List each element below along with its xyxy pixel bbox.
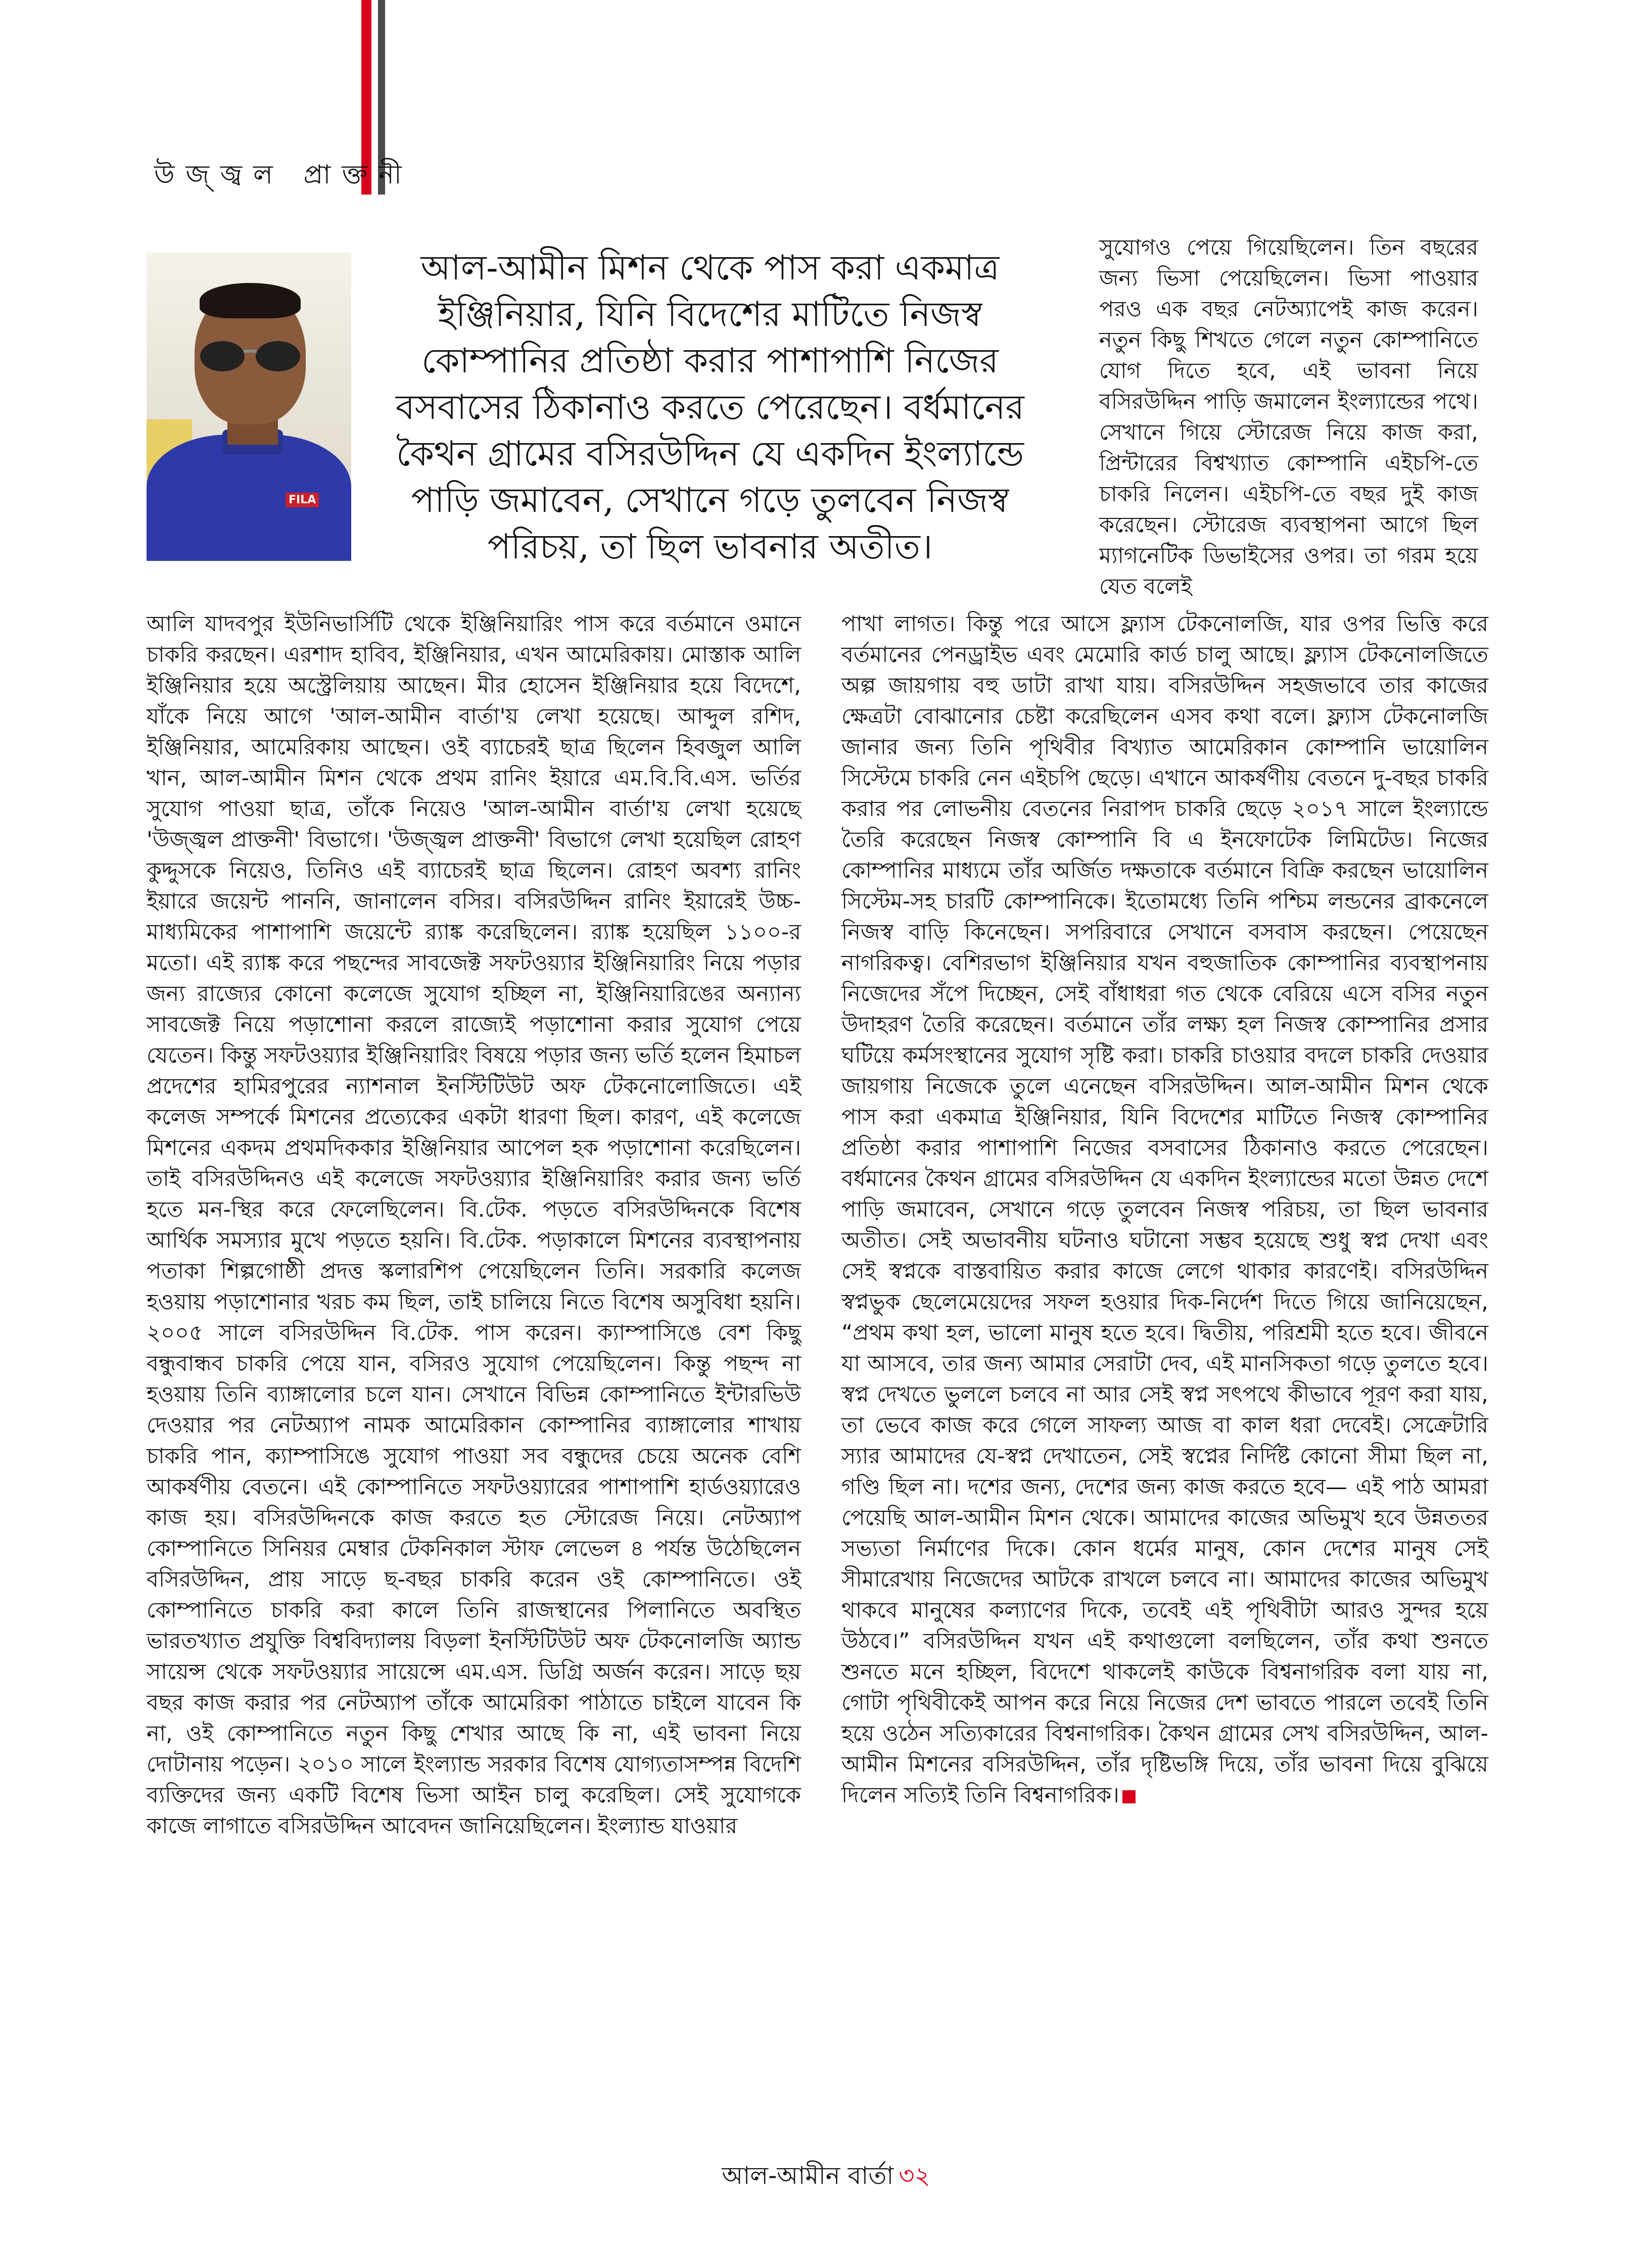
section-label: উজ্জ্বল প্রাক্তনী	[154, 160, 413, 190]
sunglasses-icon	[197, 339, 303, 374]
end-mark-icon	[1122, 1790, 1136, 1803]
shirt-logo-icon: FILA	[286, 493, 319, 507]
article-column-right-text: পাখা লাগত। কিন্তু পরে আসে ফ্ল্যাস টেকনোলজি, যার ওপর ভিত্তি করে বর্তমানের পেনড্রাইভ এবং মেমোরি কার্ড চালু আছে। ফ্ল্যাস টেকনোলজিতে অল্প জায়গায় বহু ডাটা রাখা যায়। বসিরউদ্দিন সহজভাবে তার কাজের ক্ষেত্রটা বোঝানোর চেষ্টা করেছিলেন এসব কথা বলে। ফ্ল্যাস টেকনোলজি জানার জন্য তিনি পৃথিবীর বিখ্যাত আমেরিকান কোম্পানি ভায়োলিন সিস্টেমে চাকরি নেন এইচপি ছেড়ে। এখানে আকর্ষণীয় বেতনে দু-বছর চাকরি করার পর লোভনীয় বেতনের নিরাপদ চাকরি ছেড়ে ২০১৭ সালে ইংল্যান্ডে তৈরি করেছেন নিজস্ব কোম্পানি বি এ ইনফোটেক লিমিটেড। নিজের কোম্পানির মাধ্যমে তাঁর অর্জিত দক্ষতাকে বর্তমানে বিক্রি করছেন ভায়োলিন সিস্টেম-সহ চারটি কোম্পানিকে। ইতোমধ্যে তিনি পশ্চিম লন্ডনের ব্রাকনেলে নিজস্ব বাড়ি কিনেছেন। সপরিবারে সেখানে বসবাস করছেন। পেয়েছেন নাগরিকত্ব। বেশিরভাগ ইঞ্জিনিয়ার যখন বহুজাতিক কোম্পানির ব্যবস্থাপনায় নিজেদের সঁপে দিচ্ছেন, সেই বাঁধাধরা গত থেকে বেরিয়ে এসে বসির নতুন উদাহরণ তৈরি করেছেন। বর্তমানে তাঁর লক্ষ্য হল নিজস্ব কোম্পানির প্রসার ঘটিয়ে কর্মসংস্থানের সুযোগ সৃষ্টি করা। চাকরি চাওয়ার বদলে চাকরি দেওয়ার জায়গায় নিজেকে তুলে এনেছেন বসিরউদ্দিন। আল-আমীন মিশন থেকে পাস করা একমাত্র ইঞ্জিনিয়ার, যিনি বিদেশের মাটিতে নিজস্ব কোম্পানির প্রতিষ্ঠা করার পাশাপাশি নিজের বসবাসের ঠিকানাও করতে পেরেছেন। বর্ধমানের কৈথন গ্রামের বসিরউদ্দিন যে একদিন ইংল্যান্ডের মতো উন্নত দেশে পাড়ি জমাবেন, সেখানে গড়ে তুলবেন নিজস্ব পরিচয়, তা ছিল ভাবনার অতীত। সেই অভাবনীয় ঘটনাও ঘটানো সম্ভব হয়েছে শুধু স্বপ্ন দেখা এবং সেই স্বপ্নকে বাস্তবায়িত করার কাজে লেগে থাকার কারণেই। বসিরউদ্দিন স্বপ্নভুক ছেলেমেয়েদের সফল হওয়ার দিক-নির্দেশ দিতে গিয়ে জানিয়েছেন, “প্রথম কথা হল, ভালো মানুষ হতে হবে। দ্বিতীয়, পরিশ্রমী হতে হবে। জীবনে যা আসবে, তার জন্য আমার সেরাটা দেব, এই মানসিকতা গড়ে তুলতে হবে। স্বপ্ন দেখতে ভুললে চলবে না আর সেই স্বপ্ন সৎপথে কীভাবে পূরণ করা যায়, তা ভেবে কাজ করে গেলে সাফল্য আজ বা কাল ধরা দেবেই। সেক্রেটারি স্যার আমাদের যে-স্বপ্ন দেখাতেন, সেই স্বপ্নের নির্দিষ্ট কোনো সীমা ছিল না, গণ্ডি ছিল না। দশের জন্য, দেশের জন্য কাজ করতে হবে— এই পাঠ আমরা পেয়েছি আল-আমীন মিশন থেকে। আমাদের কাজের অভিমুখ হবে উন্নততর সভ্যতা নির্মাণের দিকে। কোন ধর্মের মানুষ, কোন দেশের মানুষ সেই সীমারেখায় নিজেদের আটকে রাখলে চলবে না। আমাদের কাজের অভিমুখ থাকবে মানুষের কল্যাণের দিকে, তবেই এই পৃথিবীটা আরও সুন্দর হয়ে উঠবে।” বসিরউদ্দিন যখন এই কথাগুলো বলছিলেন, তাঁর কথা শুনতে শুনতে মনে হচ্ছিল, বিদেশে থাকলেই কাউকে বিশ্বনাগরিক বলা যায় না, গোটা পৃথিবীকেই আপন করে নিয়ে নিজের দেশ ভাবতে পারলে তবেই তিনি হয়ে ওঠেন সত্যিকারের বিশ্বনাগরিক। কৈথন গ্রামের সেখ বসিরউদ্দিন, আল-আমীন মিশনের বসিরউদ্দিন, তাঁর দৃষ্টিভঙ্গি দিয়ে, তাঁর ভাবনা দিয়ে বুঝিয়ে দিলেন সত্যিই তিনি বিশ্বনাগরিক।	[841, 611, 1488, 1808]
footer-magazine-name: আল-আমীন বার্তা	[722, 2162, 894, 2190]
footer	[0, 2158, 1652, 2197]
article-column-right	[841, 609, 1488, 1811]
profile-photo	[147, 253, 351, 561]
page-number: ৩২	[899, 2162, 930, 2190]
article-column-top-right: সুযোগও পেয়ে গিয়েছিলেন। তিন বছরের জন্য ভিসা পেয়েছিলেন। ভিসা পাওয়ার পরও এক বছর নেটঅ্যাপেই কাজ করেন। নতুন কিছু শিখতে গেলে নতুন কোম্পানিতে যোগ দিতে হবে, এই ভাবনা নিয়ে বসিরউদ্দিন পাড়ি জমালেন ইংল্যান্ডের পথে। সেখানে গিয়ে স্টোরেজ নিয়ে কাজ করা, প্রিন্টারের বিশ্বখ্যাত কোম্পানি এইচপি-তে চাকরি নিলেন। এইচপি-তে বছর দুই কাজ করেছেন। স্টোরেজ ব্যবস্থাপনা আগে ছিল ম্যাগনেটিক ডিভাইসের ওপর। তা গরম হয়ে যেত বলেই	[1099, 235, 1478, 599]
article-column-left: আলি যাদবপুর ইউনিভার্সিটি থেকে ইঞ্জিনিয়ারিং পাস করে বর্তমানে ওমানে চাকরি করছেন। এরশাদ হাবিব, ইঞ্জিনিয়ার, এখন আমেরিকায়। মোস্তাক আলি ইঞ্জিনিয়ার হয়ে অস্ট্রেলিয়ায় আছেন। মীর হোসেন ইঞ্জিনিয়ার হয়ে বিদেশে, যাঁকে নিয়ে আগে 'আল-আমীন বার্তা'য় লেখা হয়েছে। আব্দুল রশিদ, ইঞ্জিনিয়ার, আমেরিকায় আছেন। ওই ব্যাচেরই ছাত্র ছিলেন হিবজুল আলি খান, আল-আমীন মিশন থেকে প্রথম রানিং ইয়ারে এম.বি.বি.এস. ভর্তির সুযোগ পাওয়া ছাত্র, তাঁকে নিয়েও 'আল-আমীন বার্তা'য় লেখা হয়েছে 'উজ্জ্বল প্রাক্তনী' বিভাগে। 'উজ্জ্বল প্রাক্তনী' বিভাগে লেখা হয়েছিল রোহণ কুদ্দুসকে নিয়েও, তিনিও এই ব্যাচেরই ছাত্র ছিলেন। রোহণ অবশ্য রানিং ইয়ারে জয়েন্ট পাননি, জানালেন বসির। বসিরউদ্দিন রানিং ইয়ারেই উচ্চ-মাধ্যমিকের পাশাপাশি জয়েন্টে র‍্যাঙ্ক করেছিলেন। র‍্যাঙ্ক হয়েছিল ১১০০-র মতো। এই র‍্যাঙ্ক করে পছন্দের সাবজেক্ট সফটওয়্যার ইঞ্জিনিয়ারিং নিয়ে পড়ার জন্য রাজ্যের কোনো কলেজে সুযোগ হচ্ছিল না, ইঞ্জিনিয়ারিঙের অন্যান্য সাবজেক্ট নিয়ে পড়াশোনা করলে রাজ্যেই পড়াশোনা করার সুযোগ পেয়ে যেতেন। কিন্তু সফটওয়্যার ইঞ্জিনিয়ারিং বিষয়ে পড়ার জন্য ভর্তি হলেন হিমাচল প্রদেশের হামিরপুরের ন্যাশনাল ইনস্টিটিউট অফ টেকনোলোজিতে। এই কলেজ সম্পর্কে মিশনের প্রত্যেকের একটা ধারণা ছিল। কারণ, এই কলেজে মিশনের একদম প্রথমদিককার ইঞ্জিনিয়ার আপেল হক পড়াশোনা করেছিলেন। তাই বসিরউদ্দিনও এই কলেজে সফটওয়্যার ইঞ্জিনিয়ারিং করার জন্য ভর্তি হতে মন-স্থির করে ফেলেছিলেন। বি.টেক. পড়তে বসিরউদ্দিনকে বিশেষ আর্থিক সমস্যার মুখে পড়তে হয়নি। বি.টেক. পড়াকালে মিশনের ব্যবস্থাপনায় পতাকা শিল্পগোষ্ঠী প্রদত্ত স্কলারশিপ পেয়েছিলেন তিনি। সরকারি কলেজ হওয়ায় পড়াশোনার খরচ কম ছিল, তাই চালিয়ে নিতে বিশেষ অসুবিধা হয়নি। ২০০৫ সালে বসিরউদ্দিন বি.টেক. পাস করেন। ক্যাম্পাসিঙে বেশ কিছু বন্ধুবান্ধব চাকরি পেয়ে যান, বসিরও সুযোগ পেয়েছিলেন। কিন্তু পছন্দ না হওয়ায় তিনি ব্যাঙ্গালোর চলে যান। সেখানে বিভিন্ন কোম্পানিতে ইন্টারভিউ দেওয়ার পর নেটঅ্যাপ নামক আমেরিকান কোম্পানির ব্যাঙ্গালোর শাখায় চাকরি পান, ক্যাম্পাসিঙে সুযোগ পাওয়া সব বন্ধুদের চেয়ে অনেক বেশি আকর্ষণীয় বেতনে। এই কোম্পানিতে সফটওয়্যারের পাশাপাশি হার্ডওয়্যারেও কাজ হয়। বসিরউদ্দিনকে কাজ করতে হত স্টোরেজ নিয়ে। নেটঅ্যাপ কোম্পানিতে সিনিয়র মেম্বার টেকনিকাল স্টাফ লেভেল ৪ পর্যন্ত উঠেছিলেন বসিরউদ্দিন, প্রায় সাড়ে ছ-বছর চাকরি করেন ওই কোম্পানিতে। ওই কোম্পানিতে চাকরি করা কালে তিনি রাজস্থানের পিলানিতে অবস্থিত ভারতখ্যাত প্রযুক্তি বিশ্ববিদ্যালয় বিড়লা ইনস্টিটিউট অফ টেকনোলজি অ্যান্ড সায়েন্স থেকে সফটওয়্যার সায়েন্সে এম.এস. ডিগ্রি অর্জন করেন। সাড়ে ছয় বছর কাজ করার পর নেটঅ্যাপ তাঁকে আমেরিকা পাঠাতে চাইলে যাবেন কি না, ওই কোম্পানিতে নতুন কিছু শেখার আছে কি না, এই ভাবনা নিয়ে দোটানায় পড়েন। ২০১০ সালে ইংল্যান্ড সরকার বিশেষ যোগ্যতাসম্পন্ন বিদেশি ব্যক্তিদের জন্য একটি বিশেষ ভিসা আইন চালু করেছিল। সেই সুযোগকে কাজে লাগাতে বসিরউদ্দিন আবেদন জানিয়েছিলেন। ইংল্যান্ড যাওয়ার	[147, 611, 801, 1839]
intro-text: আল-আমীন মিশন থেকে পাস করা একমাত্র ইঞ্জিনিয়ার, যিনি বিদেশের মাটিতে নিজস্ব কোম্পানির প্রতিষ্ঠা করার পাশাপাশি নিজের বসবাসের ঠিকানাও করতে পেরেছেন। বর্ধমানের কৈথন গ্রামের বসিরউদ্দিন যে একদিন ইংল্যান্ডে পাড়ি জমাবেন, সেখানে গড়ে তুলবেন নিজস্ব পরিচয়, তা ছিল ভাবনার অতীত।	[396, 248, 1024, 567]
